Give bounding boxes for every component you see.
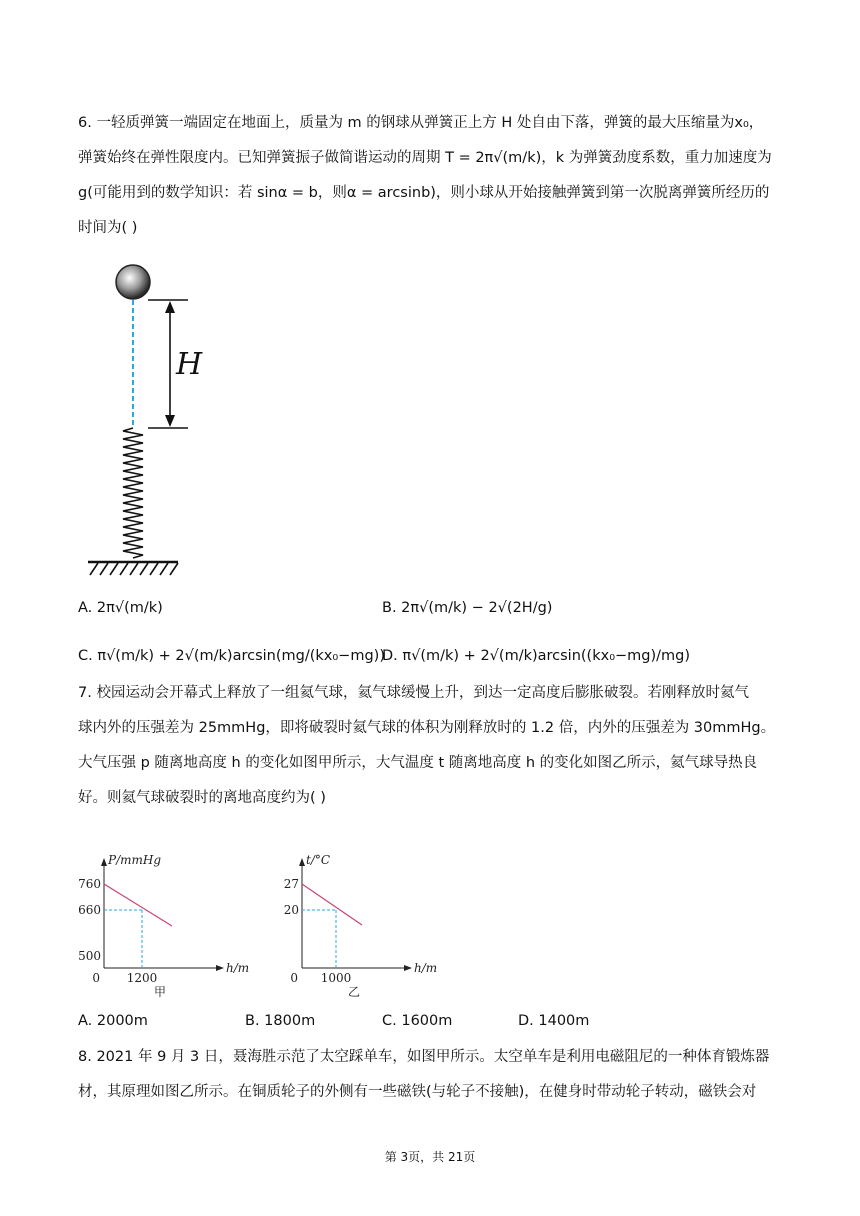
x-axis-label: h/m <box>226 961 250 975</box>
ground-hatch <box>90 563 178 575</box>
x-axis-label: h/m <box>414 961 438 975</box>
q7-line-4: 好。则氦气球破裂时的离地高度约为( ) <box>78 790 326 806</box>
steel-ball <box>116 265 150 299</box>
question-8 <box>78 1040 782 1110</box>
y-tick-label: 660 <box>78 903 101 917</box>
q6-option-a-text: A. 2π√(m/k) <box>78 600 163 616</box>
q6-option-d[interactable] <box>382 648 690 664</box>
spring-ball-figure <box>80 258 203 578</box>
y-axis-label: t/°C <box>306 853 331 867</box>
q7-option-c[interactable]: C. 1600m <box>382 1013 453 1029</box>
q6-option-a[interactable] <box>78 600 163 616</box>
chart-temperature-vs-height <box>272 850 462 1000</box>
q7-line-2: 球内外的压强差为 25mmHg，即将破裂时氦气球的体积为刚释放时的 1.2 倍，内外的压强差为 30mmHg。 <box>78 720 776 736</box>
q6-option-c-text: C. π√(m/k) + 2√(m/k)arcsin(mg/(kx₀−mg)) <box>78 648 385 664</box>
y-axis-arrow <box>299 858 305 866</box>
data-line <box>104 884 172 926</box>
x-tick-label: 1200 <box>126 971 158 985</box>
y-axis-arrow <box>101 858 107 866</box>
question-6 <box>78 106 782 246</box>
x-tick-label: 0 <box>92 971 100 985</box>
q7-option-a[interactable]: A. 2000m <box>78 1013 148 1029</box>
question-7 <box>78 676 782 816</box>
q6-line-4: 时间为( ) <box>78 220 138 236</box>
data-line <box>302 884 362 925</box>
y-tick-label: 760 <box>78 877 101 891</box>
y-axis-label: P/mmHg <box>108 853 162 867</box>
page-footer: 第 3页，共 21页 <box>384 1150 476 1164</box>
chart-caption: 甲 <box>153 985 167 999</box>
q7-option-d[interactable]: D. 1400m <box>518 1013 590 1029</box>
height-label: H <box>176 347 203 382</box>
chart-caption: 乙 <box>347 985 361 999</box>
q6-option-b[interactable] <box>382 600 552 616</box>
q7-line-1: 7. 校园运动会开幕式上释放了一组氦气球，氦气球缓慢上升，到达一定高度后膨胀破裂。若刚释放时氦气 <box>78 685 749 701</box>
x-tick-label: 1000 <box>320 971 352 985</box>
q6-line-2: 弹簧始终在弹性限度内。已知弹簧振子做简谐运动的周期 T = 2π√(m/k)，k 为弹簧劲度系数，重力加速度为 <box>78 150 772 166</box>
chart-pressure-vs-height <box>74 850 264 1000</box>
q6-line-3: g(可能用到的数学知识：若 sinα = b，则α = arcsinb)，则小球从开始接触弹簧到第一次脱离弹簧所经历的 <box>78 185 770 201</box>
x-axis-arrow <box>216 965 224 971</box>
q6-option-b-text: B. 2π√(m/k) − 2√(2H/g) <box>382 600 553 616</box>
q6-option-d-text: D. π√(m/k) + 2√(m/k)arcsin((kx₀−mg)/mg) <box>382 648 691 664</box>
q7-option-b[interactable]: B. 1800m <box>245 1013 316 1029</box>
q7-line-3: 大气压强 p 随离地高度 h 的变化如图甲所示，大气温度 t 随离地高度 h 的变化如图乙所示，氦气球导热良 <box>78 755 758 771</box>
x-axis-arrow <box>404 965 412 971</box>
q6-option-c[interactable] <box>78 648 385 664</box>
y-tick-label: 500 <box>78 949 101 963</box>
y-tick-label: 20 <box>283 903 299 917</box>
q6-line-1: 6. 一轻质弹簧一端固定在地面上，质量为 m 的钢球从弹簧正上方 H 处自由下落，弹簧的最大压缩量为x₀， <box>78 115 764 131</box>
y-tick-label: 27 <box>283 877 299 891</box>
q8-line-1: 8. 2021 年 9 月 3 日，聂海胜示范了太空踩单车，如图甲所示。太空单车是利用电磁阻尼的一种体育锻炼器 <box>78 1049 770 1065</box>
q8-line-2: 材，其原理如图乙所示。在铜质轮子的外侧有一些磁铁(与轮子不接触)，在健身时带动轮子转动，磁铁会对 <box>78 1084 757 1100</box>
spring <box>123 428 143 558</box>
x-tick-label: 0 <box>290 971 298 985</box>
